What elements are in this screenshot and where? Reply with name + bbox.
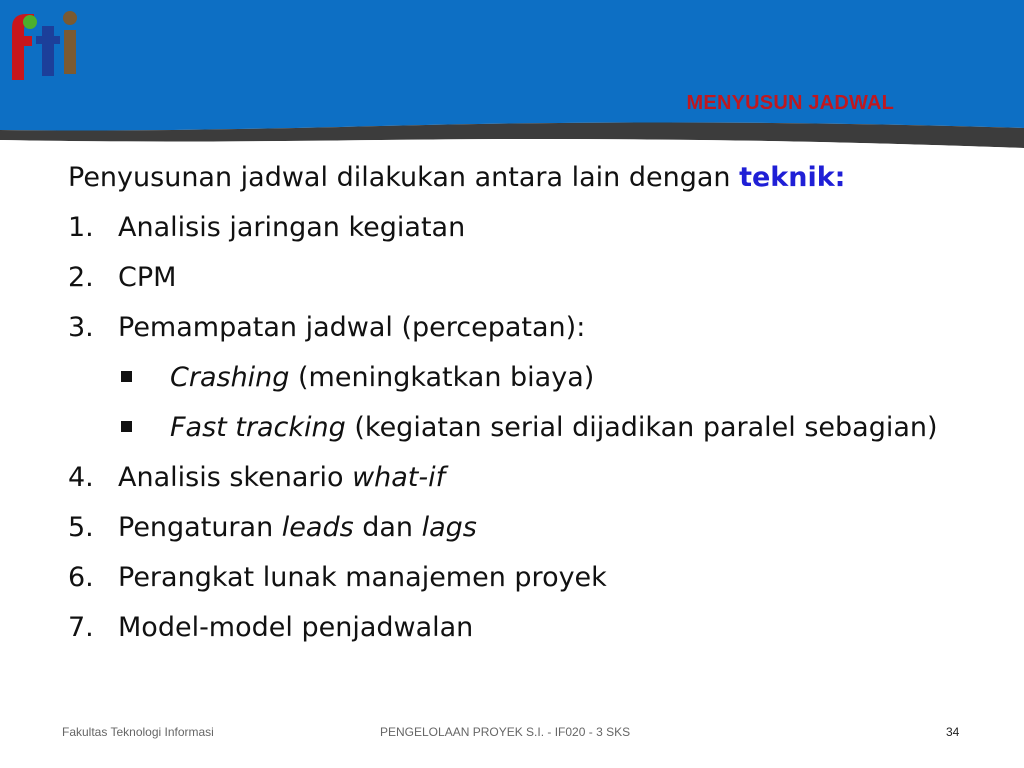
list-item [68, 560, 988, 596]
sub-item-text: (meningkatkan biaya) [289, 362, 595, 393]
list-item [68, 460, 988, 496]
list-number: 4. [68, 462, 94, 493]
list-item [68, 310, 988, 346]
list-item [68, 610, 988, 646]
list-text: Model-model penjadwalan [118, 612, 474, 643]
intro-keyword: teknik: [739, 162, 846, 193]
list-text: Pemampatan jadwal (percepatan): [118, 312, 586, 343]
list-item [68, 210, 988, 246]
sub-item-emphasis: Crashing [170, 362, 290, 393]
list-number: 2. [68, 262, 94, 293]
sub-list-item [68, 360, 988, 396]
list-emphasis: leads [281, 512, 354, 543]
list-text-mid: dan [353, 512, 422, 543]
header-band [0, 0, 1024, 150]
footer-faculty: Fakultas Teknologi Informasi [62, 725, 214, 739]
page-number: 34 [946, 725, 960, 739]
intro-text: Penyusunan jadwal dilakukan antara lain dengan [68, 162, 740, 193]
list-number: 5. [68, 512, 94, 543]
list-text: Pengaturan [118, 512, 282, 543]
sub-item-emphasis: Fast tracking [170, 412, 346, 443]
footer-course: PENGELOLAAN PROYEK S.I. - IF020 - 3 SKS [380, 725, 631, 739]
list-emphasis: what-if [352, 462, 446, 493]
list-text: Perangkat lunak manajemen proyek [118, 562, 607, 593]
square-bullet-icon [121, 421, 132, 432]
intro-line [68, 160, 988, 196]
list-emphasis: lags [421, 512, 477, 543]
list-text: Analisis skenario [118, 462, 353, 493]
sub-list-item [68, 410, 988, 446]
list-item [68, 510, 988, 546]
slide-title: MENYUSUN JADWAL [686, 92, 894, 114]
list-text: Analisis jaringan kegiatan [118, 212, 466, 243]
fti-logo-icon [0, 0, 90, 90]
square-bullet-icon [121, 371, 132, 382]
list-number: 3. [68, 312, 94, 343]
list-number: 6. [68, 562, 94, 593]
list-number: 7. [68, 612, 94, 643]
slide-body [68, 160, 988, 660]
list-text: CPM [118, 262, 177, 293]
slide-header [0, 0, 1024, 150]
sub-item-text: (kegiatan serial dijadikan paralel sebagian) [345, 412, 938, 443]
list-number: 1. [68, 212, 94, 243]
list-item [68, 260, 988, 296]
